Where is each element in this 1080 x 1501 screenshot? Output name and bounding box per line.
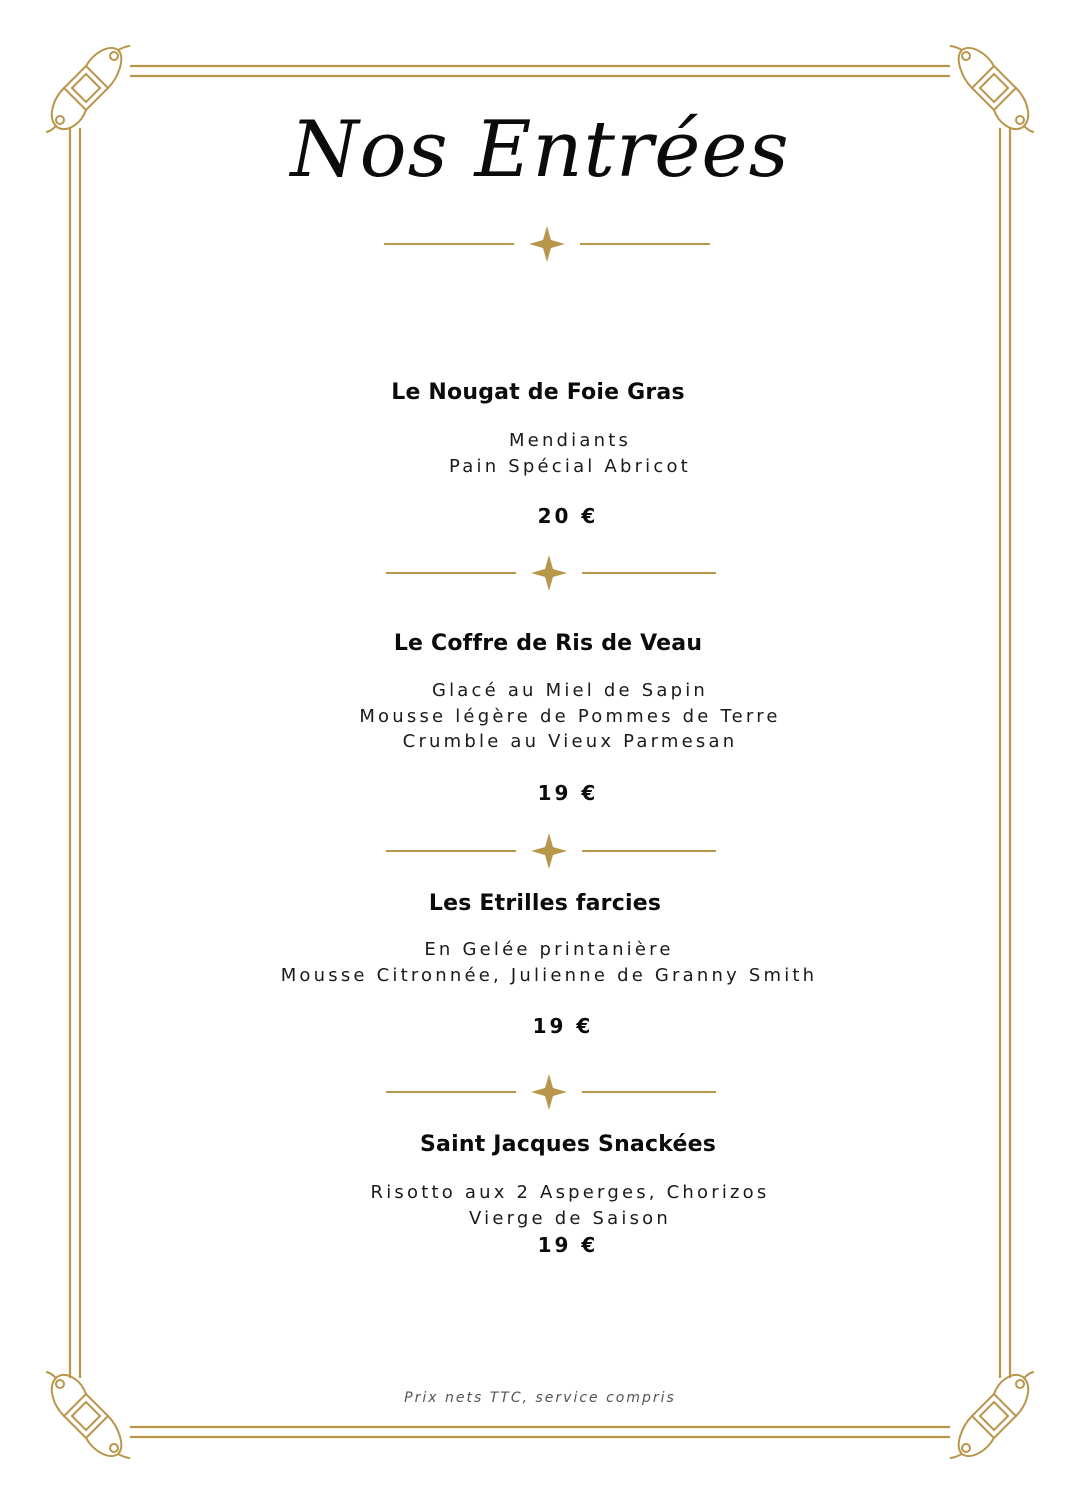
dish-price: 19 € (537, 1233, 599, 1257)
dish-name: Le Nougat de Foie Gras (391, 380, 685, 405)
dish-description-line: Pain Spécial Abricot (449, 455, 691, 477)
dish-description-line: Vierge de Saison (469, 1207, 671, 1229)
title-divider (380, 224, 720, 264)
dish-description-line: Mendiants (508, 430, 632, 451)
dish-divider-1 (382, 553, 722, 593)
dish-name: Saint Jacques Snackées (420, 1132, 716, 1157)
dish-description-line: Glacé au Miel de Sapin (431, 680, 709, 701)
dish-description-line: Crumble au Vieux Parmesan (402, 731, 738, 752)
dish-divider-2 (382, 831, 722, 871)
corner-ornament-bottom-right (950, 1372, 1034, 1458)
price-footnote: Prix nets TTC, service compris (404, 1390, 676, 1406)
dish-divider-3 (382, 1072, 722, 1112)
dish-name: Les Etrilles farcies (428, 891, 662, 916)
dish-saint-jacques (0, 1130, 1080, 1259)
dish-price: 19 € (537, 780, 599, 805)
dish-ris-de-veau (0, 629, 1080, 807)
dish-description-line: Mousse légère de Pommes de Terre (359, 705, 781, 727)
dish-name: Le Coffre de Ris de Veau (393, 631, 703, 656)
dish-foie-gras (0, 378, 1080, 530)
dish-description-line: Mousse Citronnée, Julienne de Granny Smith (280, 964, 818, 986)
dish-etrilles (0, 889, 1080, 1040)
dish-description-line: En Gelée printanière (424, 939, 674, 960)
dish-description-line: Risotto aux 2 Asperges, Chorizos (370, 1182, 770, 1203)
menu-title: Nos Entrées (290, 105, 790, 195)
corner-ornament-bottom-left (46, 1372, 130, 1458)
dish-price: 19 € (532, 1014, 594, 1038)
dish-price: 20 € (537, 504, 599, 528)
